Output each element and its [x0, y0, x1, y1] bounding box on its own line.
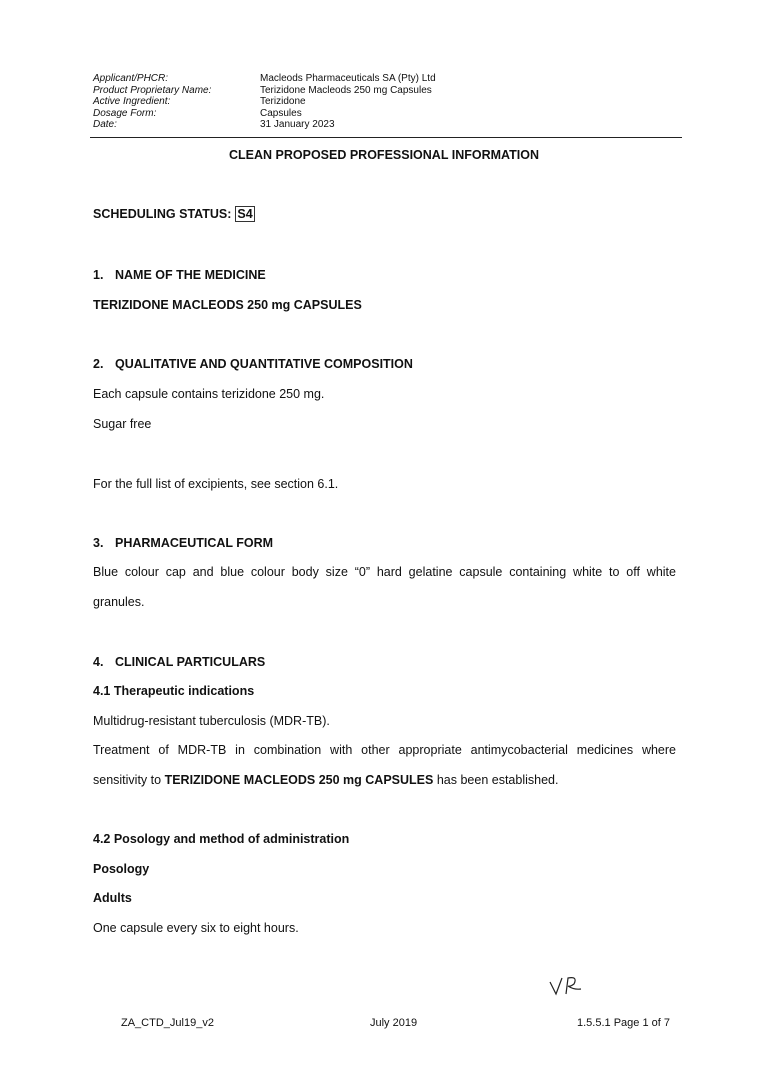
- scheduling-label: SCHEDULING STATUS:: [93, 207, 232, 221]
- subsection-therapeutic-indications: 4.1 Therapeutic indications: [93, 684, 255, 698]
- treatment-text: [93, 736, 676, 795]
- scheduling-value: S4: [237, 207, 253, 221]
- header-value: Macleods Pharmaceuticals SA (Pty) Ltd: [260, 73, 436, 84]
- section-title: NAME OF THE MEDICINE: [115, 268, 266, 282]
- product-name: TERIZIDONE MACLEODS 250 mg CAPSULES: [93, 298, 362, 312]
- scheduling-status: [93, 207, 255, 221]
- adults-heading: Adults: [93, 891, 132, 905]
- header-value: 31 January 2023: [260, 119, 335, 130]
- product-name-inline: TERIZIDONE MACLEODS 250 mg CAPSULES: [164, 772, 434, 787]
- section-number: 3.: [93, 536, 104, 550]
- section-4-heading: [93, 655, 265, 669]
- handwritten-initials: [548, 972, 582, 998]
- excipients-text: For the full list of excipients, see section 6.1.: [93, 477, 339, 491]
- section-title: PHARMACEUTICAL FORM: [115, 536, 274, 550]
- section-2-heading: [93, 357, 413, 371]
- pharmaceutical-form-text: Blue colour cap and blue colour body size “0” hard gelatine capsule containing white to off white granules.: [93, 565, 676, 609]
- footer-page-number: 1.5.5.1 Page 1 of 7: [577, 1017, 670, 1029]
- header-row-applicant: [93, 73, 436, 85]
- posology-heading: Posology: [93, 862, 150, 876]
- header-divider: [90, 137, 682, 138]
- section-title: CLINICAL PARTICULARS: [115, 655, 266, 669]
- document-header: [93, 73, 436, 131]
- header-value: Terizidone Macleods 250 mg Capsules: [260, 84, 432, 96]
- section-3-heading: [93, 536, 273, 550]
- header-value: Terizidone: [260, 96, 306, 107]
- section-number: 4.: [93, 655, 104, 669]
- section-number: 1.: [93, 268, 104, 282]
- header-label: Dosage Form:: [93, 107, 157, 119]
- header-label: Product Proprietary Name:: [93, 84, 212, 96]
- header-row-active-ingredient: [93, 96, 436, 108]
- header-row-dosage-form: [93, 108, 436, 120]
- treatment-text-start: Treatment of MDR-TB in combination with other appropriate antimycobacterial medicines where sensitivity to: [93, 743, 676, 787]
- indication-text: Multidrug-resistant tuberculosis (MDR-TB).: [93, 714, 330, 728]
- header-row-product-name: [93, 85, 436, 97]
- footer-form-code: ZA_CTD_Jul19_v2: [121, 1017, 214, 1029]
- header-row-date: [93, 119, 436, 131]
- section-number: 2.: [93, 357, 104, 371]
- document-title: CLEAN PROPOSED PROFESSIONAL INFORMATION: [229, 148, 539, 162]
- section-1-heading: [93, 268, 266, 282]
- dose-text: One capsule every six to eight hours.: [93, 921, 299, 935]
- subsection-posology: 4.2 Posology and method of administration: [93, 832, 350, 846]
- footer-date: July 2019: [370, 1017, 418, 1029]
- header-label: Active Ingredient:: [93, 96, 171, 107]
- header-value: Capsules: [260, 107, 302, 119]
- treatment-text-end: has been established.: [433, 772, 559, 787]
- header-label: Date:: [93, 119, 117, 130]
- header-label: Applicant/PHCR:: [93, 73, 169, 84]
- section-title: QUALITATIVE AND QUANTITATIVE COMPOSITION: [115, 357, 413, 371]
- sugar-free-text: Sugar free: [93, 417, 152, 431]
- composition-text: Each capsule contains terizidone 250 mg.: [93, 387, 325, 401]
